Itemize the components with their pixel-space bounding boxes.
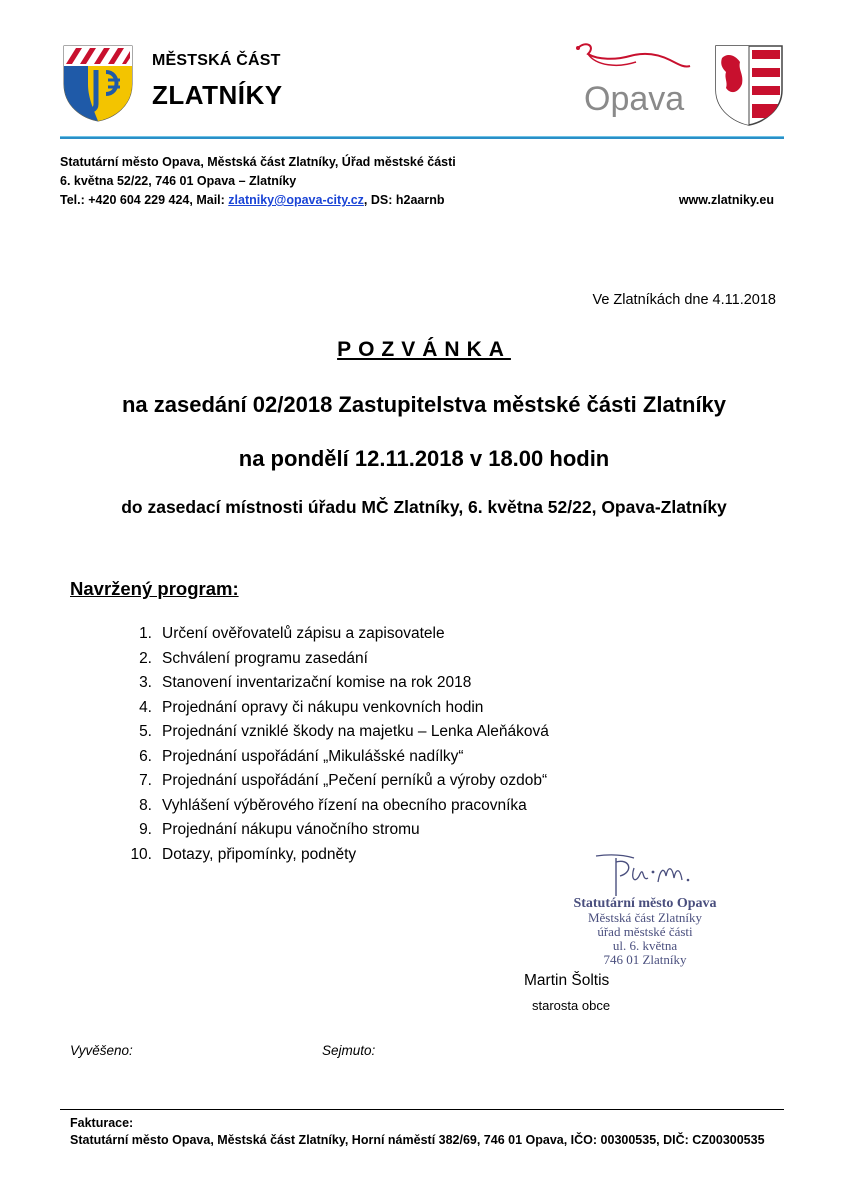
document-date: Ve Zlatníkách dne 4.11.2018: [592, 292, 776, 308]
contact-line: [60, 193, 444, 207]
agenda-item: [120, 696, 549, 721]
agenda-item: [120, 622, 549, 647]
agenda-item-number: 5.: [139, 723, 152, 740]
agenda-list: [120, 622, 549, 867]
signer-name: Martin Šoltis: [524, 972, 610, 989]
stamp-line1: Statutární město Opava: [573, 896, 717, 911]
agenda-item-number: 8.: [139, 796, 152, 814]
meeting-location: do zasedací místnosti úřadu MČ Zlatníky, 6. května 52/22, Opava-Zlatníky: [121, 497, 727, 517]
agenda-item-number: 9.: [139, 821, 152, 838]
agenda-item-text: Projednání nákupu vánočního stromu: [162, 821, 420, 838]
agenda-item: [120, 843, 549, 868]
agenda-item: [120, 671, 549, 696]
opava-logo-text: Opava: [584, 80, 685, 118]
footer-divider: [60, 1109, 784, 1110]
agenda-item-text: Projednání uspořádání „Mikulášské nadílky“: [162, 747, 464, 765]
org-name-line2: ZLATNÍKY: [152, 80, 283, 110]
header-divider: [60, 136, 784, 139]
agenda-item: [120, 769, 549, 794]
agenda-item-number: 10.: [130, 845, 152, 863]
agenda-item-number: 7.: [139, 772, 152, 789]
agenda-item-number: 3.: [139, 674, 152, 691]
agenda-item-text: Projednání uspořádání „Pečení perníků a výroby ozdob“: [162, 772, 548, 789]
agenda-item: [120, 818, 549, 843]
data-box-text: , DS: h2aarnb: [363, 193, 445, 207]
document-title: POZVÁNKA: [337, 338, 511, 361]
agenda-item-text: Určení ověřovatelů zápisu a zapisovatele: [162, 625, 445, 642]
program-heading: Navržený program:: [70, 578, 239, 599]
agenda-item-number: 2.: [139, 649, 152, 667]
agenda-item: [120, 745, 549, 770]
removed-date-label: Sejmuto:: [322, 1043, 376, 1058]
signer-role: starosta obce: [532, 998, 611, 1013]
agenda-item-number: 1.: [139, 625, 152, 642]
stamp-line2: Městská část Zlatníky: [587, 910, 703, 925]
agenda-item-text: Projednání vzniklé škody na majetku – Lenka Aleňáková: [162, 723, 549, 740]
opava-coat-of-arms-icon: [714, 44, 784, 126]
billing-label: Fakturace:: [70, 1116, 134, 1130]
agenda-item-text: Vyhlášení výběrového řízení na obecního pracovníka: [162, 796, 527, 814]
email-link[interactable]: zlatniky@opava-city.cz: [228, 193, 364, 207]
agenda-item-number: 4.: [139, 698, 152, 716]
agenda-item: [120, 720, 549, 745]
phone-text: Tel.: +420 604 229 424, Mail:: [60, 193, 229, 207]
office-stamp: [550, 897, 740, 967]
stamp-line3: úřad městské části: [597, 924, 693, 939]
agenda-item: [120, 794, 549, 819]
contact-address-line1: Statutární město Opava, Městská část Zlatníky, Úřad městské části: [60, 155, 456, 169]
agenda-item-text: Dotazy, připomínky, podněty: [162, 845, 357, 863]
billing-details: Statutární město Opava, Městská část Zlatníky, Horní náměstí 382/69, 746 01 Opava, IČO: 00300535, DIČ: CZ00300535: [70, 1133, 765, 1147]
stamp-line5: 746 01 Zlatníky: [603, 952, 687, 967]
stamp-line4: ul. 6. května: [612, 938, 678, 953]
agenda-item-number: 6.: [139, 747, 152, 765]
org-name-line1: MĚSTSKÁ ČÁST: [152, 52, 281, 69]
zlatniky-coat-of-arms-logo: [62, 44, 134, 122]
posted-date-label: Vyvěšeno:: [70, 1043, 133, 1058]
agenda-item-text: Projednání opravy či nákupu venkovních hodin: [162, 698, 484, 716]
agenda-item: [120, 647, 549, 672]
meeting-subtitle: na zasedání 02/2018 Zastupitelstva městské části Zlatníky: [121, 392, 727, 417]
agenda-item-text: Schválení programu zasedání: [162, 649, 368, 667]
opava-city-logo: [566, 38, 716, 128]
handwritten-signature: [590, 852, 700, 902]
agenda-item-text: Stanovení inventarizační komise na rok 2018: [162, 674, 472, 691]
meeting-datetime: na pondělí 12.11.2018 v 18.00 hodin: [238, 446, 610, 471]
contact-address-line2: 6. května 52/22, 746 01 Opava – Zlatníky: [60, 174, 297, 188]
website-text: www.zlatniky.eu: [678, 193, 774, 207]
